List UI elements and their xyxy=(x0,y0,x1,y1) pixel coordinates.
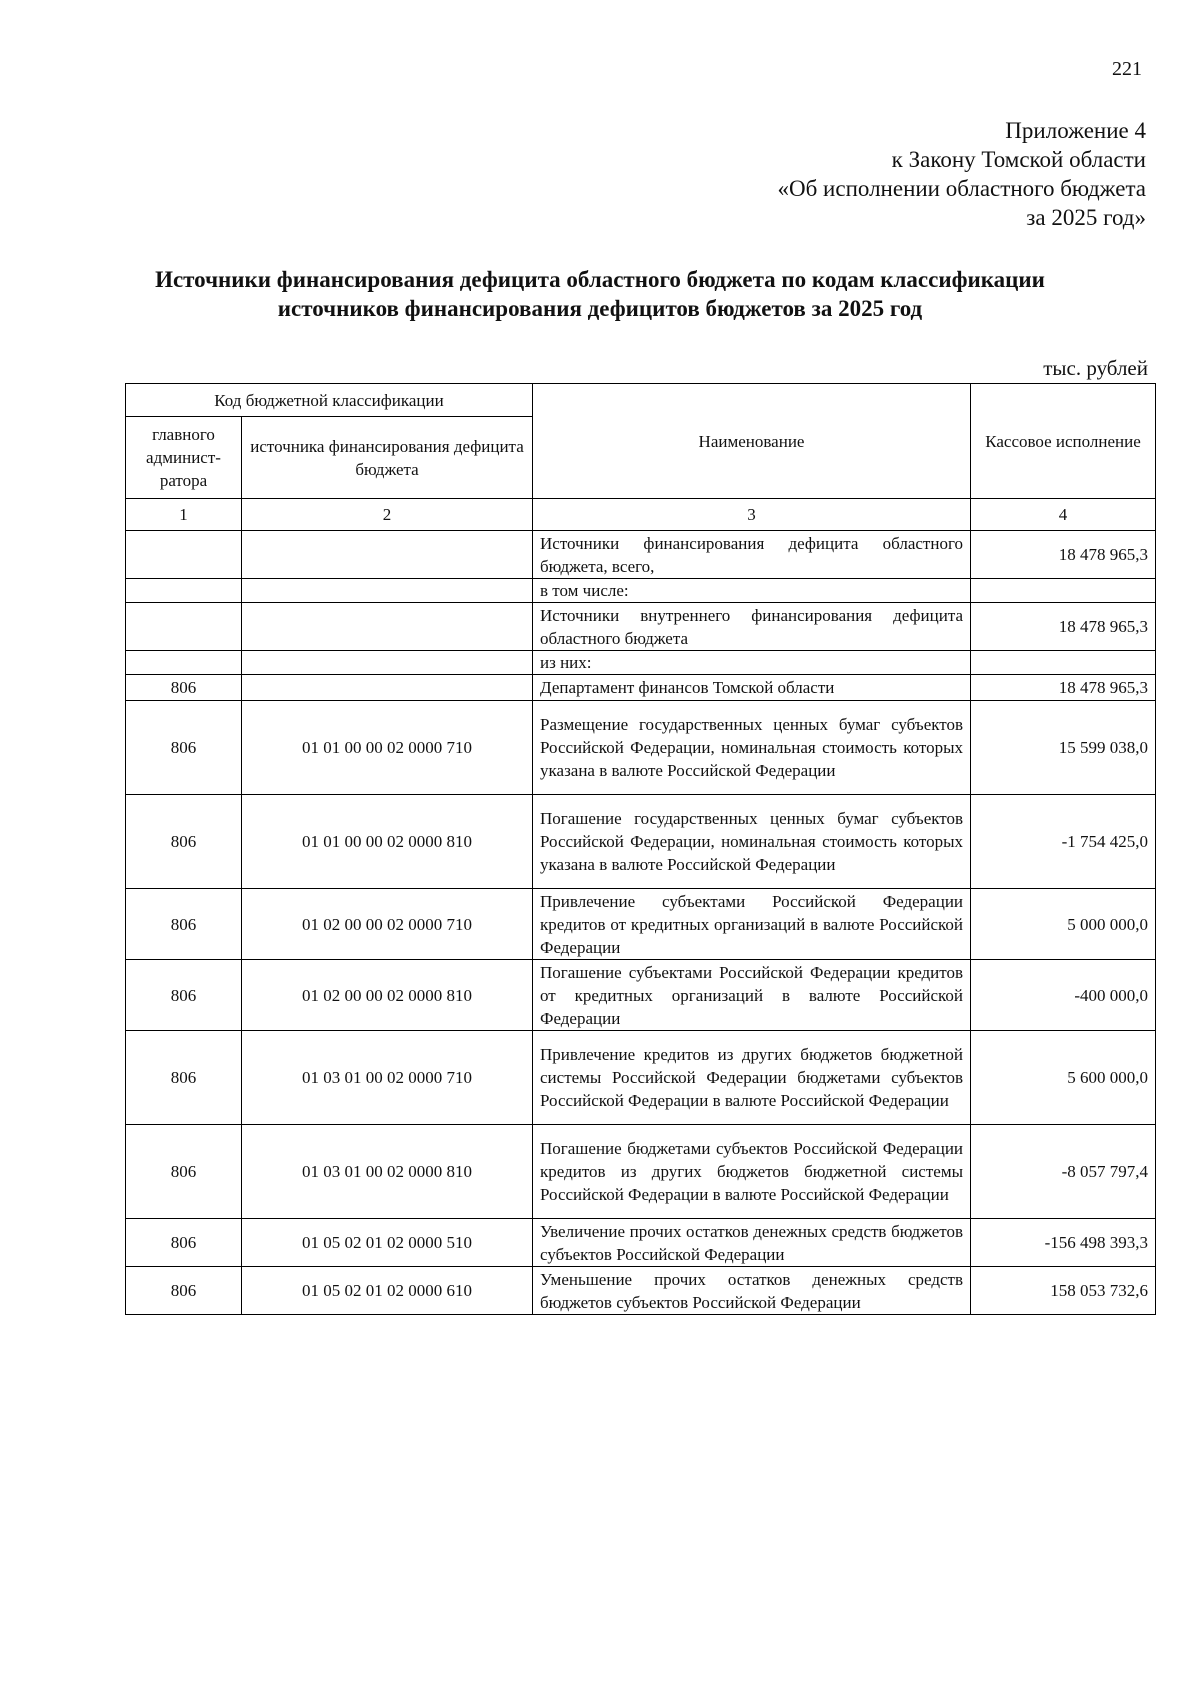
table-row xyxy=(126,701,1156,795)
amount-cell: -1 754 425,0 xyxy=(971,795,1156,889)
header-source-code: источника финансирования дефицита бюджета xyxy=(242,417,533,499)
column-number: 3 xyxy=(533,499,971,531)
admin-code-cell: 806 xyxy=(126,675,242,701)
source-code-cell: 01 02 00 00 02 0000 810 xyxy=(242,960,533,1031)
amount-cell: -156 498 393,3 xyxy=(971,1219,1156,1267)
appendix-line: к Закону Томской области xyxy=(891,147,1146,172)
admin-code-cell: 806 xyxy=(126,795,242,889)
table-body xyxy=(126,531,1156,1315)
name-cell: из них: xyxy=(533,651,971,675)
title-line-2: источников финансирования дефицитов бюджетов за 2025 год xyxy=(277,296,923,321)
source-code-cell: 01 05 02 01 02 0000 510 xyxy=(242,1219,533,1267)
amount-cell: 158 053 732,6 xyxy=(971,1267,1156,1315)
column-number: 1 xyxy=(126,499,242,531)
sources-table xyxy=(125,383,1156,1315)
admin-code-cell: 806 xyxy=(126,701,242,795)
document-title xyxy=(100,265,1100,323)
name-cell: Источники финансирования дефицита областного бюджета, всего, xyxy=(533,531,971,579)
name-cell: Привлечение субъектами Российской Федерации кредитов от кредитных организаций в валюте Российской Федерации xyxy=(533,889,971,960)
source-code-cell: 01 05 02 01 02 0000 610 xyxy=(242,1267,533,1315)
source-code-cell xyxy=(242,603,533,651)
amount-cell: 18 478 965,3 xyxy=(971,603,1156,651)
source-code-cell xyxy=(242,531,533,579)
table-row xyxy=(126,675,1156,701)
title-line-1: Источники финансирования дефицита областного бюджета по кодам классификации xyxy=(155,267,1045,292)
name-cell: Департамент финансов Томской области xyxy=(533,675,971,701)
amount-cell: 15 599 038,0 xyxy=(971,701,1156,795)
amount-cell: 18 478 965,3 xyxy=(971,675,1156,701)
name-cell: Уменьшение прочих остатков денежных средств бюджетов субъектов Российской Федерации xyxy=(533,1267,971,1315)
amount-cell xyxy=(971,651,1156,675)
table-row xyxy=(126,795,1156,889)
units-label: тыс. рублей xyxy=(1043,356,1148,380)
header-amount: Кассовое исполнение xyxy=(971,384,1156,499)
source-code-cell: 01 01 00 00 02 0000 810 xyxy=(242,795,533,889)
source-code-cell xyxy=(242,579,533,603)
admin-code-cell xyxy=(126,651,242,675)
table-row xyxy=(126,1031,1156,1125)
table-row xyxy=(126,651,1156,675)
source-code-cell: 01 01 00 00 02 0000 710 xyxy=(242,701,533,795)
amount-cell: 5 000 000,0 xyxy=(971,889,1156,960)
table-row xyxy=(126,603,1156,651)
admin-code-cell: 806 xyxy=(126,1219,242,1267)
table-row xyxy=(126,579,1156,603)
appendix-line: Приложение 4 xyxy=(1005,118,1146,143)
appendix-line: за 2025 год» xyxy=(1026,205,1146,230)
header-code-group: Код бюджетной классификации xyxy=(126,384,533,417)
header-name: Наименование xyxy=(533,384,971,499)
table-row xyxy=(126,1267,1156,1315)
amount-cell: -400 000,0 xyxy=(971,960,1156,1031)
admin-code-cell xyxy=(126,579,242,603)
name-cell: Размещение государственных ценных бумаг субъектов Российской Федерации, номинальная стоимость которых указана в валюте Российской Федерации xyxy=(533,701,971,795)
admin-code-cell: 806 xyxy=(126,1267,242,1315)
admin-code-cell: 806 xyxy=(126,1125,242,1219)
admin-code-cell xyxy=(126,531,242,579)
name-cell: в том числе: xyxy=(533,579,971,603)
appendix-note xyxy=(777,116,1146,232)
amount-cell xyxy=(971,579,1156,603)
column-number: 2 xyxy=(242,499,533,531)
name-cell: Погашение государственных ценных бумаг субъектов Российской Федерации, номинальная стоимость которых указана в валюте Российской Федерации xyxy=(533,795,971,889)
name-cell: Источники внутреннего финансирования дефицита областного бюджета xyxy=(533,603,971,651)
source-code-cell xyxy=(242,651,533,675)
header-admin: главного админист-ратора xyxy=(126,417,242,499)
name-cell: Погашение бюджетами субъектов Российской Федерации кредитов из других бюджетов бюджетной системы Российской Федерации в валюте Российской Федерации xyxy=(533,1125,971,1219)
amount-cell: -8 057 797,4 xyxy=(971,1125,1156,1219)
appendix-line: «Об исполнении областного бюджета xyxy=(777,176,1146,201)
admin-code-cell: 806 xyxy=(126,960,242,1031)
admin-code-cell xyxy=(126,603,242,651)
amount-cell: 5 600 000,0 xyxy=(971,1031,1156,1125)
table-row xyxy=(126,1219,1156,1267)
admin-code-cell: 806 xyxy=(126,1031,242,1125)
source-code-cell: 01 03 01 00 02 0000 810 xyxy=(242,1125,533,1219)
name-cell: Привлечение кредитов из других бюджетов бюджетной системы Российской Федерации бюджетами субъектов Российской Федерации в валюте Российской Федерации xyxy=(533,1031,971,1125)
amount-cell: 18 478 965,3 xyxy=(971,531,1156,579)
admin-code-cell: 806 xyxy=(126,889,242,960)
table-row xyxy=(126,889,1156,960)
source-code-cell xyxy=(242,675,533,701)
page-number: 221 xyxy=(1112,58,1142,80)
table-row xyxy=(126,531,1156,579)
column-number: 4 xyxy=(971,499,1156,531)
name-cell: Погашение субъектами Российской Федерации кредитов от кредитных организаций в валюте Российской Федерации xyxy=(533,960,971,1031)
source-code-cell: 01 03 01 00 02 0000 710 xyxy=(242,1031,533,1125)
table-row xyxy=(126,960,1156,1031)
table-row xyxy=(126,1125,1156,1219)
name-cell: Увеличение прочих остатков денежных средств бюджетов субъектов Российской Федерации xyxy=(533,1219,971,1267)
source-code-cell: 01 02 00 00 02 0000 710 xyxy=(242,889,533,960)
